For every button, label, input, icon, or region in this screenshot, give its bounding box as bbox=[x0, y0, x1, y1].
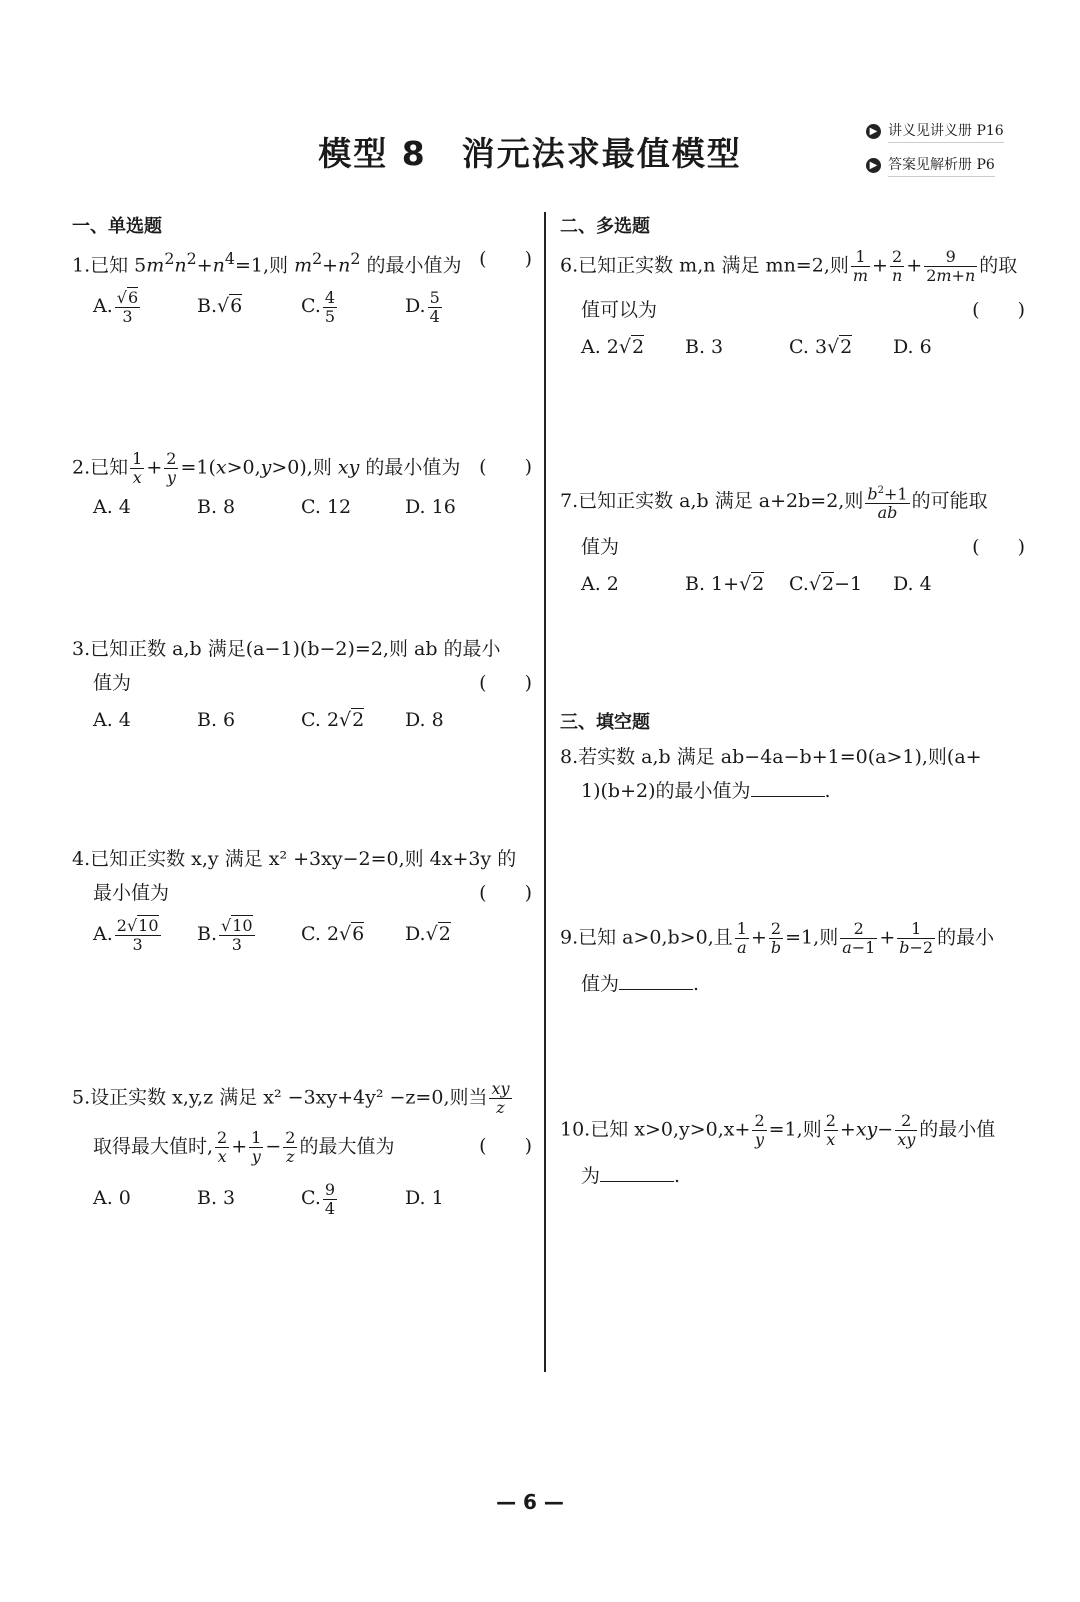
reference-notes bbox=[866, 118, 1004, 186]
option-d[interactable]: D. 4 bbox=[893, 573, 932, 596]
option-a[interactable]: A. 4 bbox=[93, 496, 131, 518]
problem-stem-line1: 7.已知正实数 a,b 满足 a+2b=2,则 $\frac{b^2+1}{ab}$ 的可能取 bbox=[560, 482, 1025, 522]
problem-10 bbox=[560, 1112, 1025, 1193]
problem-7 bbox=[560, 482, 1025, 604]
option-b[interactable]: B. $\frac{√10}{3}$ bbox=[197, 915, 253, 954]
option-a[interactable]: A. $\frac{2√10}{3}$ bbox=[93, 915, 159, 954]
problem-stem-line2: 值为 . bbox=[581, 973, 700, 995]
problem-stem: 2.已知 $\frac{1}{x}$ + $\frac{2}{y}$ =1(x>0,y>0),则 xy 的最小值为 ( ) bbox=[72, 449, 532, 487]
problem-2 bbox=[72, 450, 532, 527]
option-b[interactable]: B. 3 bbox=[197, 1187, 236, 1209]
page-title: 模型 8 消元法求最值模型 bbox=[318, 134, 742, 173]
option-d[interactable]: D.√2 bbox=[405, 923, 451, 945]
section-heading-single: 一、单选题 bbox=[72, 216, 162, 237]
option-b[interactable]: B. 8 bbox=[197, 496, 236, 518]
play-arrow-icon: ▶ bbox=[866, 158, 881, 173]
option-b[interactable]: B. 6 bbox=[197, 709, 236, 731]
ref-lecture-text: 讲义见讲义册 P16 bbox=[888, 120, 1004, 143]
ref-lecture bbox=[866, 118, 1004, 144]
option-d[interactable]: D. 16 bbox=[405, 496, 456, 518]
option-a[interactable]: A. 0 bbox=[93, 1187, 131, 1209]
problem-stem-line2: 值为 ( ) bbox=[72, 666, 532, 700]
options bbox=[72, 700, 532, 740]
option-c[interactable]: C. $\frac{4}{5}$ bbox=[301, 287, 336, 326]
column-divider bbox=[544, 212, 546, 1372]
answer-paren[interactable]: ( ) bbox=[479, 1135, 532, 1157]
option-c[interactable]: C. $\frac{9}{4}$ bbox=[301, 1179, 336, 1218]
answer-paren[interactable]: ( ) bbox=[479, 248, 532, 270]
left-column bbox=[72, 214, 532, 1218]
answer-paren[interactable]: ( ) bbox=[479, 882, 532, 904]
problem-stem: 1.已知 $5m^2n^2+n^4=1$,则 $m^2+n^2$ 的最小值为 ( ) bbox=[72, 242, 532, 282]
right-column bbox=[560, 214, 1025, 1187]
answer-blank[interactable] bbox=[751, 778, 825, 797]
ref-answers bbox=[866, 152, 1004, 178]
option-c[interactable]: C. 2√6 bbox=[301, 923, 365, 945]
answer-blank[interactable] bbox=[600, 1163, 674, 1182]
problem-stem-line1: 10.已知 x>0,y>0,x+ $\frac{2}{y}$ =1,则 $\frac{2}{x}$ +xy− $\frac{2}{xy}$ 的最小值 bbox=[560, 1111, 996, 1149]
problem-4 bbox=[72, 842, 532, 954]
option-a[interactable]: A. 2√2 bbox=[581, 336, 645, 358]
problem-stem-line1: 6.已知正实数 m,n 满足 mn=2,则 $\frac{1}{m}$ + $\frac{2}{n}$ + $\frac{9}{2m+n}$ 的取 bbox=[560, 247, 1018, 285]
option-d[interactable]: D. 8 bbox=[405, 709, 444, 731]
problem-5 bbox=[72, 1080, 532, 1218]
problem-3 bbox=[72, 632, 532, 740]
problem-stem-line2: 值可以为 ( ) bbox=[560, 293, 1025, 327]
problem-stem-line2: 最小值为 ( ) bbox=[72, 876, 532, 910]
page-number: — 6 — bbox=[496, 1490, 564, 1514]
options bbox=[560, 564, 1025, 604]
answer-paren[interactable]: ( ) bbox=[479, 456, 532, 478]
problem-stem-line2: 值为 ( ) bbox=[560, 530, 1025, 564]
section-heading-fill: 三、填空题 bbox=[560, 712, 650, 733]
ref-answers-text: 答案见解析册 P6 bbox=[888, 154, 995, 177]
option-a[interactable]: A. 2 bbox=[581, 573, 619, 596]
problem-9 bbox=[560, 920, 1025, 1001]
problem-stem-line1: 8.若实数 a,b 满足 ab−4a−b+1=0(a>1),则(a+ bbox=[560, 746, 982, 768]
problem-8 bbox=[560, 740, 1025, 808]
option-c[interactable]: C. 3√2 bbox=[789, 336, 853, 358]
option-b[interactable]: B. 3 bbox=[685, 336, 724, 358]
option-b[interactable]: B. 1+√2 bbox=[685, 573, 765, 596]
play-arrow-icon: ▶ bbox=[866, 124, 881, 139]
problem-1 bbox=[72, 242, 532, 326]
problem-stem-line1: 9.已知 a>0,b>0,且 $\frac{1}{a}$ + $\frac{2}{b}$ =1,则 $\frac{2}{a-1}$ + $\frac{1}{b-2}$ 的最小 bbox=[560, 919, 995, 957]
problem-stem-line2: 取得最大值时, $\frac{2}{x}$ + $\frac{1}{y}$ − $\frac{2}{z}$ 的最大值为 ( ) bbox=[93, 1128, 532, 1166]
option-d[interactable]: D. $\frac{5}{4}$ bbox=[405, 287, 440, 326]
option-c[interactable]: C. 12 bbox=[301, 496, 352, 518]
option-c[interactable]: C. 2√2 bbox=[301, 709, 365, 731]
answer-paren[interactable]: ( ) bbox=[479, 672, 532, 694]
option-c[interactable]: C.√2−1 bbox=[789, 573, 863, 596]
problem-6 bbox=[560, 248, 1025, 367]
answer-paren[interactable]: ( ) bbox=[972, 299, 1025, 321]
answer-blank[interactable] bbox=[619, 971, 693, 990]
options bbox=[72, 1178, 532, 1218]
answer-paren[interactable]: ( ) bbox=[972, 536, 1025, 559]
option-d[interactable]: D. 6 bbox=[893, 336, 932, 358]
section-heading-multi: 二、多选题 bbox=[560, 216, 650, 237]
problem-stem-line1: 4.已知正实数 x,y 满足 x² +3xy−2=0,则 4x+3y 的 bbox=[72, 848, 517, 870]
option-a[interactable]: A. $\frac{√6}{3}$ bbox=[93, 287, 139, 326]
options bbox=[560, 327, 1025, 367]
options bbox=[72, 487, 532, 527]
problem-stem-line1: 5.设正实数 x,y,z 满足 x² −3xy+4y² −z=0,则当 $\frac{xy}{z}$ bbox=[72, 1079, 510, 1117]
option-d[interactable]: D. 1 bbox=[405, 1187, 444, 1209]
options bbox=[72, 286, 532, 326]
problem-stem-line1: 3.已知正数 a,b 满足(a−1)(b−2)=2,则 ab 的最小 bbox=[72, 638, 501, 660]
options bbox=[72, 914, 532, 954]
problem-stem-line2: 为 . bbox=[581, 1165, 681, 1187]
option-a[interactable]: A. 4 bbox=[93, 709, 131, 731]
option-b[interactable]: B.√6 bbox=[197, 295, 243, 318]
problem-stem-line2: 1)(b+2)的最小值为 . bbox=[581, 780, 831, 802]
